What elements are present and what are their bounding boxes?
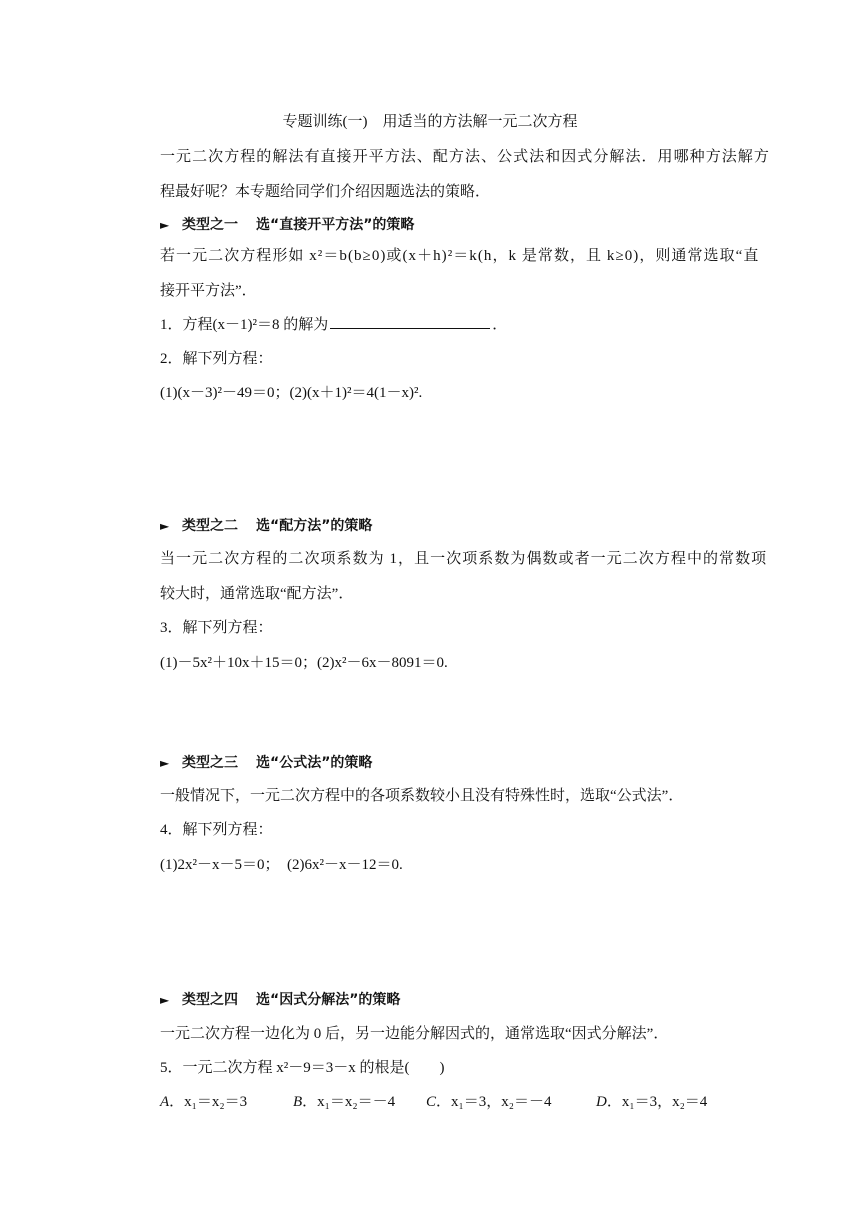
section-1-desc-line-1: 若一元二次方程形如 x²＝b(b≥0)或(x＋h)²＝k(h，k 是常数，且 k≥0)，则通常选取“直 xyxy=(160,248,760,264)
option-c[interactable] xyxy=(426,1092,596,1112)
section-4-desc: 一元二次方程一边化为 0 后，另一边能分解因式的，通常选取“因式分解法”． xyxy=(160,1026,669,1042)
option-b-text: ．x₁＝x₂＝－4 xyxy=(302,1094,396,1110)
section-2-desc-line-1: 当一元二次方程的二次项系数为 1，且一次项系数为偶数或者一元二次方程中的常数项 xyxy=(160,551,768,567)
section-1-label: 类型之一 xyxy=(182,217,238,233)
question-1 xyxy=(160,314,507,335)
option-d-text: ．x₁＝3，x₂＝4 xyxy=(606,1094,708,1110)
option-b-letter: B xyxy=(293,1094,303,1110)
section-2-heading xyxy=(160,516,372,536)
arrow-icon: ► xyxy=(160,756,170,770)
section-3-label: 类型之三 xyxy=(182,755,238,771)
intro-line-1: 一元二次方程的解法有直接开平方法、配方法、公式法和因式分解法．用哪种方法解方 xyxy=(160,149,770,165)
option-a[interactable] xyxy=(160,1092,293,1112)
section-1-heading xyxy=(160,215,414,235)
section-1-desc-line-2: 接开平方法”． xyxy=(160,283,257,299)
arrow-icon: ► xyxy=(160,218,170,232)
section-4-heading xyxy=(160,990,400,1010)
section-3-desc: 一般情况下，一元二次方程中的各项系数较小且没有特殊性时，选取“公式法”． xyxy=(160,788,684,804)
section-2-label: 类型之二 xyxy=(182,518,238,534)
option-c-text: ．x₁＝3，x₂＝－4 xyxy=(436,1094,552,1110)
section-1-title: 选“直接开平方法”的策略 xyxy=(256,217,415,233)
question-2-items: (1)(x－3)²－49＝0；(2)(x＋1)²＝4(1－x)². xyxy=(160,385,423,401)
question-4-items: (1)2x²－x－5＝0； (2)6x²－x－12＝0. xyxy=(160,857,403,873)
arrow-icon: ► xyxy=(160,519,170,533)
question-3-items: (1)－5x²＋10x＋15＝0；(2)x²－6x－8091＝0. xyxy=(160,655,448,671)
option-a-text: ．x₁＝x₂＝3 xyxy=(169,1094,248,1110)
question-3: 3．解下列方程： xyxy=(160,620,273,636)
question-1-text: 1．方程(x－1)²＝8 的解为 xyxy=(160,317,329,333)
section-3-heading xyxy=(160,753,372,773)
answer-blank[interactable] xyxy=(330,314,490,329)
question-5: 5．一元二次方程 x²－9＝3－x 的根是( ) xyxy=(160,1060,445,1076)
option-d-letter: D xyxy=(596,1094,607,1110)
intro-line-2: 程最好呢？本专题给同学们介绍因题选法的策略． xyxy=(160,184,491,200)
page-title: 专题训练(一) 用适当的方法解一元二次方程 xyxy=(282,114,578,130)
option-b[interactable] xyxy=(293,1092,426,1112)
option-d[interactable] xyxy=(596,1092,707,1112)
option-a-letter: A xyxy=(160,1094,170,1110)
arrow-icon: ► xyxy=(160,993,170,1007)
option-c-letter: C xyxy=(426,1094,437,1110)
section-4-label: 类型之四 xyxy=(182,992,238,1008)
question-1-end: ． xyxy=(492,317,508,333)
question-4: 4．解下列方程： xyxy=(160,822,273,838)
question-2: 2．解下列方程： xyxy=(160,351,273,367)
section-2-title: 选“配方法”的策略 xyxy=(256,518,373,534)
section-4-title: 选“因式分解法”的策略 xyxy=(256,992,401,1008)
section-2-desc-line-2: 较大时，通常选取“配方法”． xyxy=(160,586,354,602)
section-3-title: 选“公式法”的策略 xyxy=(256,755,373,771)
question-5-options xyxy=(160,1092,707,1112)
